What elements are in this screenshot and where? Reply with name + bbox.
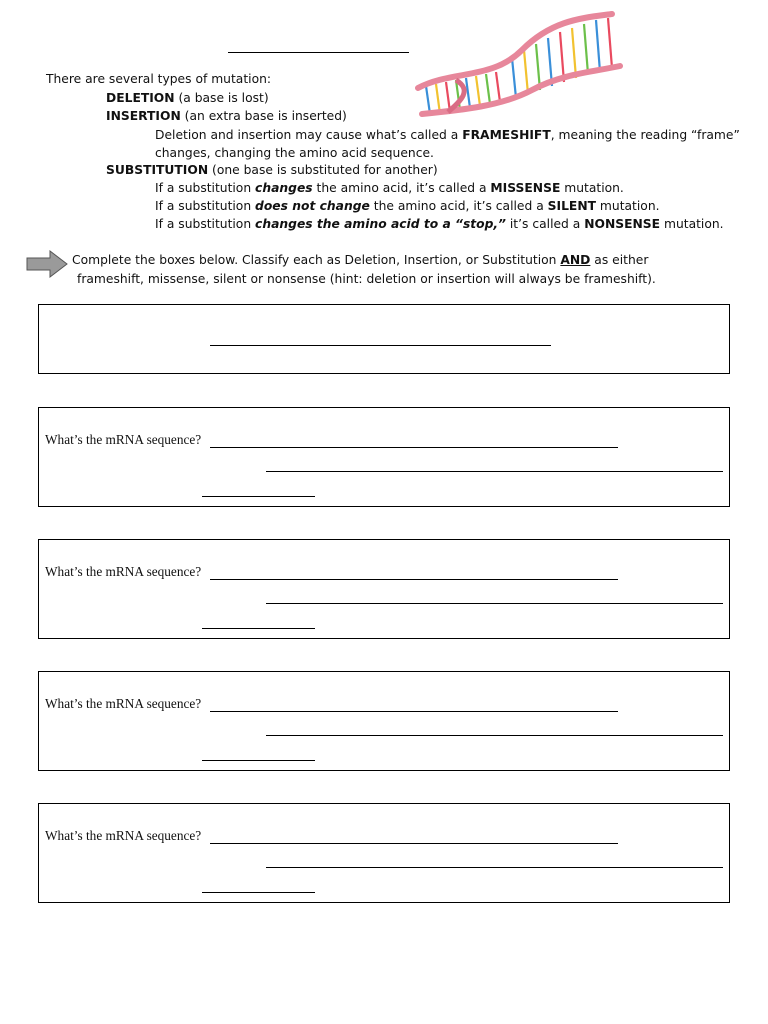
blank-line[interactable] (266, 735, 723, 736)
frameshift-post: , meaning the reading “frame” (550, 128, 740, 142)
nonsense-b: changes the amino acid to a “stop,” (255, 217, 506, 231)
frameshift-term: FRAMESHIFT (462, 128, 551, 142)
answer-box-5 (38, 803, 730, 903)
answer-box-1 (38, 304, 730, 374)
blank-line[interactable] (202, 628, 315, 629)
answer-box-3 (38, 539, 730, 639)
frameshift-line-1 (155, 126, 740, 144)
nonsense-a: If a substitution (155, 217, 256, 231)
nonsense-e: mutation. (660, 217, 724, 231)
blank-line[interactable] (266, 603, 723, 604)
silent-c: the amino acid, it’s called a (369, 199, 548, 213)
deletion-desc: (a base is lost) (174, 91, 269, 105)
instructions-b: as either (590, 253, 649, 267)
missense-a: If a substitution (155, 181, 256, 195)
insertion-term: INSERTION (106, 109, 181, 123)
mrna-question: What’s the mRNA sequence? (45, 432, 202, 447)
deletion-term: DELETION (106, 91, 175, 105)
deletion-line (106, 89, 269, 107)
mrna-blank-line[interactable] (210, 579, 618, 580)
instructions-and: AND (560, 253, 591, 267)
instructions-line-2: frameshift, missense, silent or nonsense (hint: deletion or insertion will always be frameshift). (77, 272, 656, 286)
blank-line[interactable] (202, 760, 315, 761)
blank-line[interactable] (210, 345, 551, 346)
silent-e: mutation. (596, 199, 660, 213)
silent-term: SILENT (547, 199, 597, 213)
mrna-blank-line[interactable] (210, 447, 618, 448)
blank-line[interactable] (266, 867, 723, 868)
substitution-line (106, 161, 438, 179)
blank-line[interactable] (202, 892, 315, 893)
instructions-line-1 (72, 251, 648, 269)
silent-b: does not change (255, 199, 370, 213)
silent-line (155, 197, 660, 215)
dna-helix-image (412, 10, 624, 118)
mrna-question: What’s the mRNA sequence? (45, 696, 202, 711)
frameshift-pre: Deletion and insertion may cause what’s called a (155, 128, 463, 142)
frameshift-line-2: changes, changing the amino acid sequence. (155, 146, 434, 160)
title-blank-line (228, 52, 409, 53)
missense-c: the amino acid, it’s called a (312, 181, 491, 195)
substitution-desc: (one base is substituted for another) (208, 163, 438, 177)
instructions-a: Complete the boxes below. Classify each as Deletion, Insertion, or Substitution (72, 253, 561, 267)
missense-e: mutation. (560, 181, 624, 195)
missense-b: changes (255, 181, 313, 195)
answer-box-4 (38, 671, 730, 771)
nonsense-line (155, 215, 724, 233)
nonsense-term: NONSENSE (584, 217, 661, 231)
answer-box-2 (38, 407, 730, 507)
mrna-question: What’s the mRNA sequence? (45, 564, 202, 579)
insertion-desc: (an extra base is inserted) (180, 109, 347, 123)
nonsense-c: it’s called a (505, 217, 585, 231)
missense-term: MISSENSE (490, 181, 561, 195)
substitution-term: SUBSTITUTION (106, 163, 209, 177)
blank-line[interactable] (202, 496, 315, 497)
insertion-line (106, 107, 347, 125)
right-arrow-icon (26, 250, 68, 278)
mrna-blank-line[interactable] (210, 711, 618, 712)
intro-text: There are several types of mutation: (46, 72, 272, 86)
blank-line[interactable] (266, 471, 723, 472)
mrna-question: What’s the mRNA sequence? (45, 828, 202, 843)
silent-a: If a substitution (155, 199, 256, 213)
mrna-blank-line[interactable] (210, 843, 618, 844)
missense-line (155, 179, 624, 197)
